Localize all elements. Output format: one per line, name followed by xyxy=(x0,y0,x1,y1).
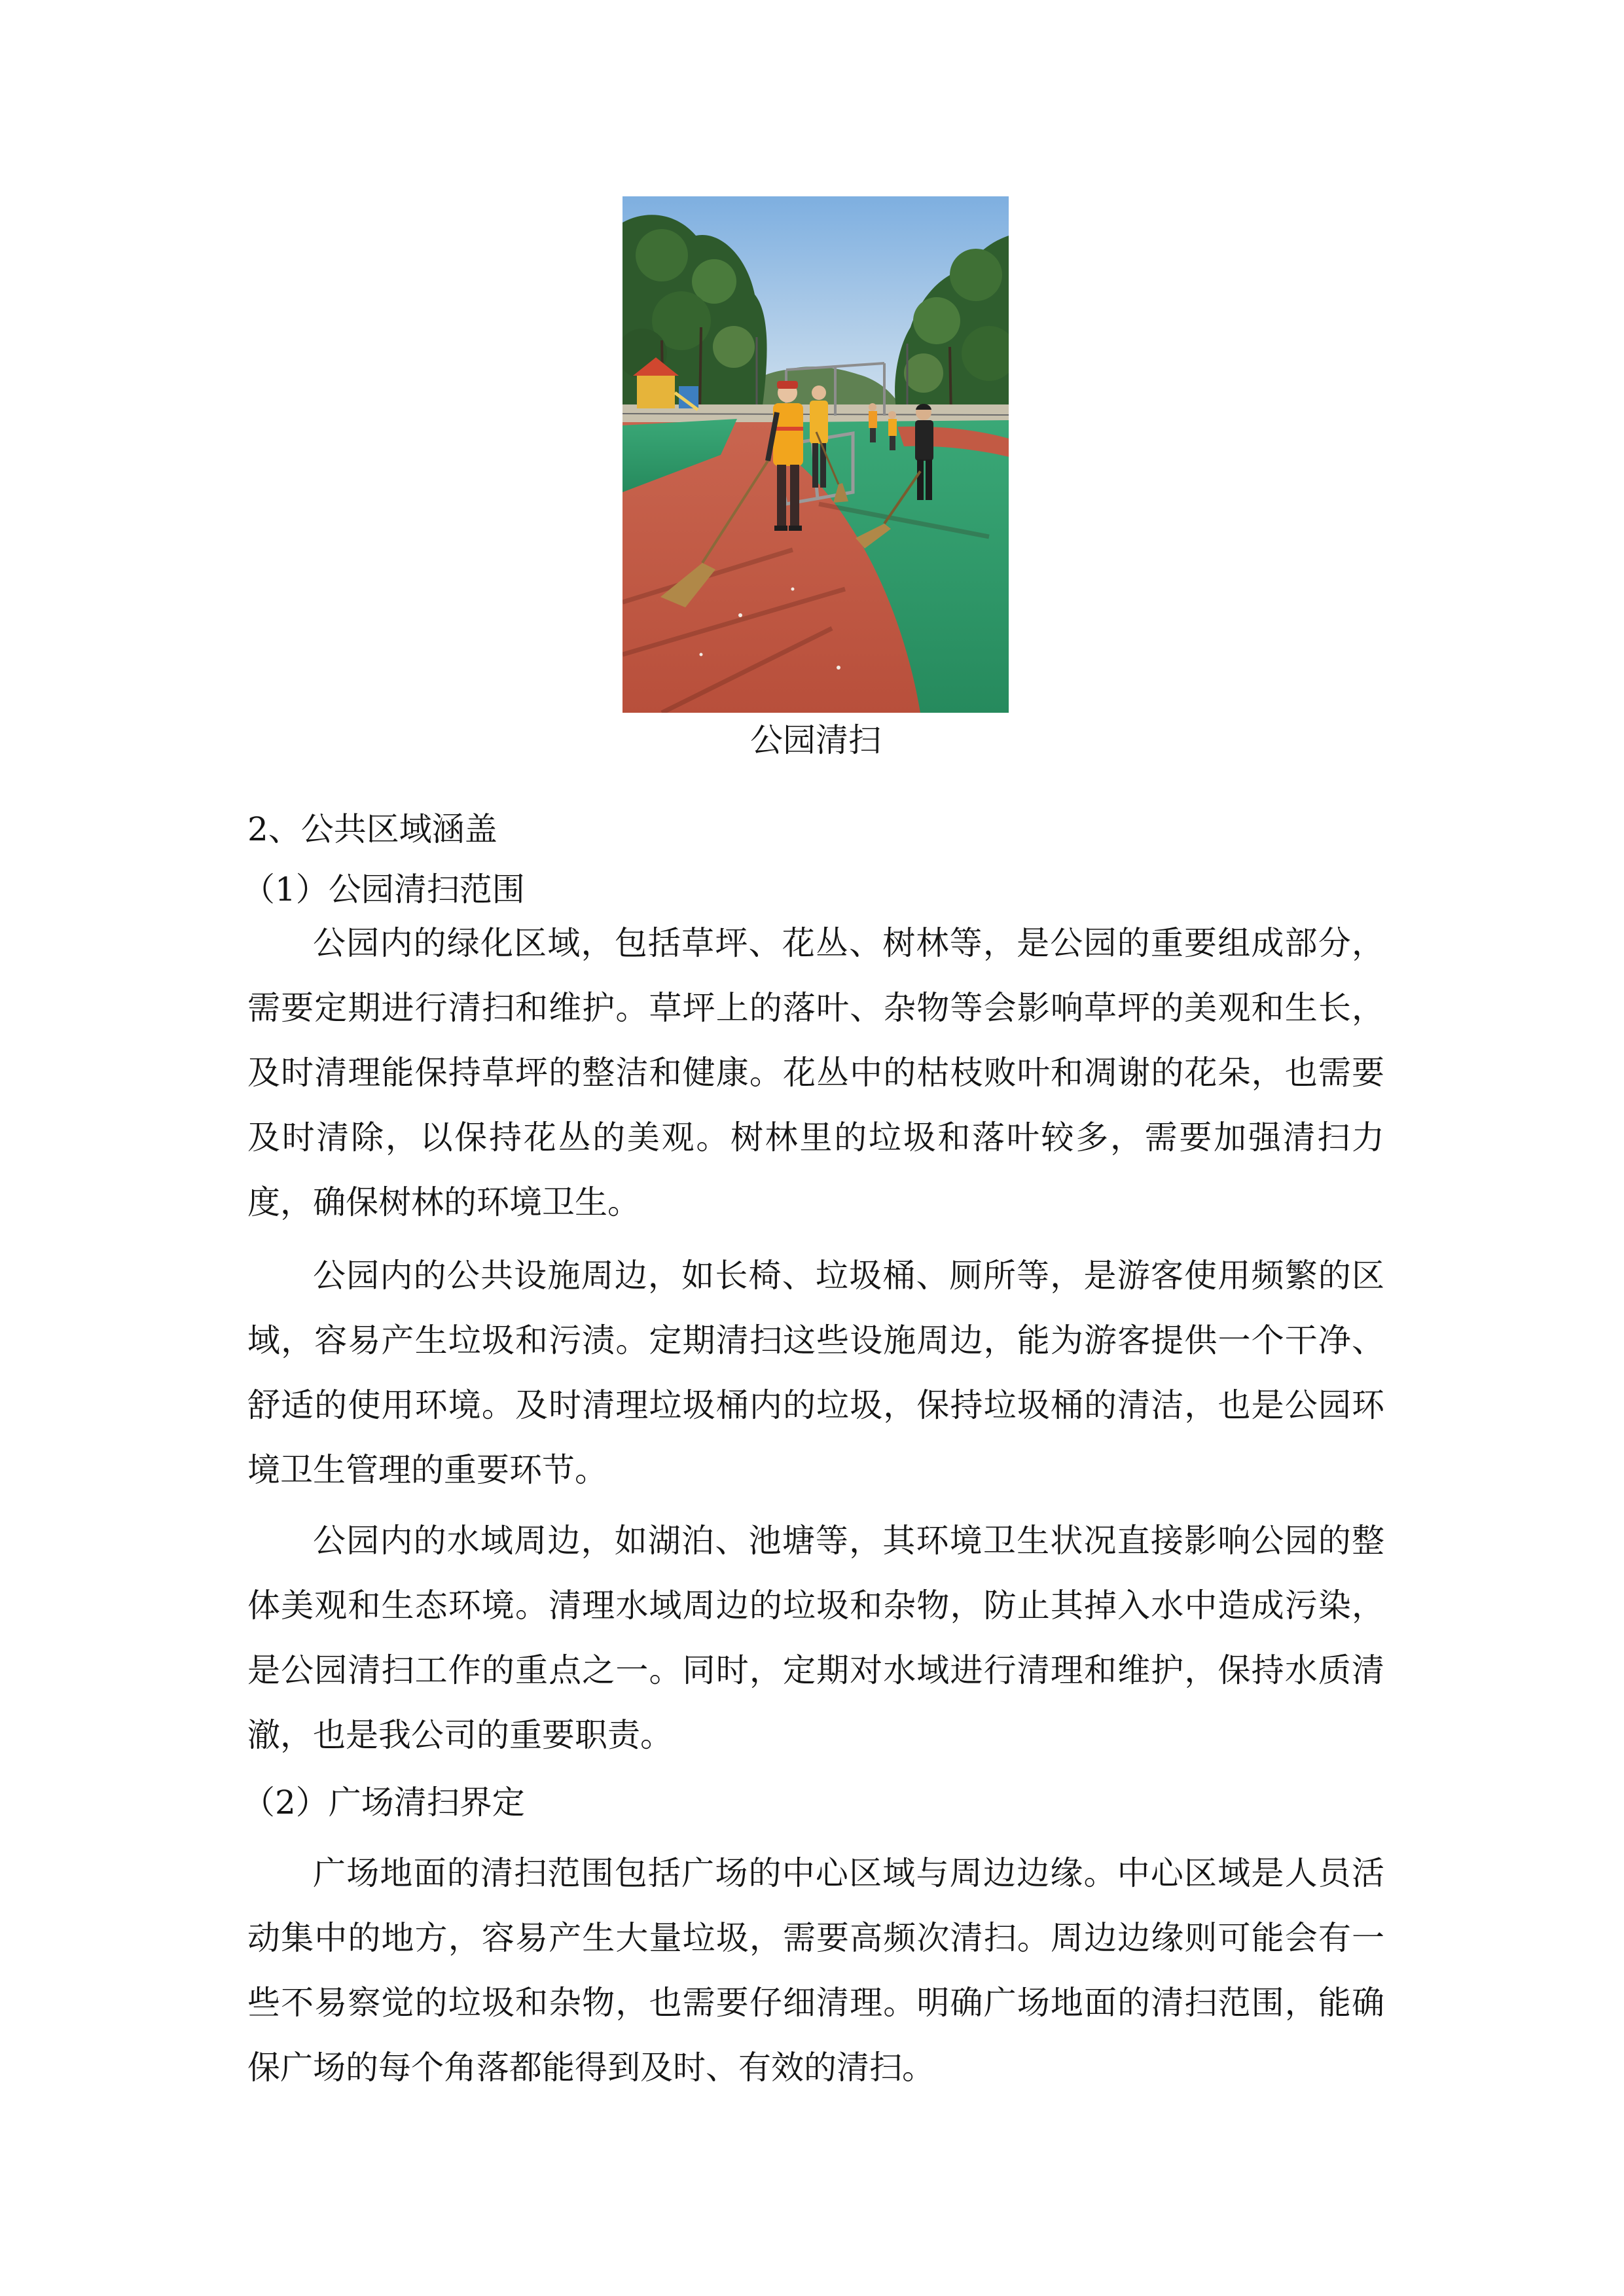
paragraph-line: 需要定期进行清扫和维护。草坪上的落叶、杂物等会影响草坪的美观和生长， xyxy=(247,989,1384,1027)
paragraph-line: 体美观和生态环境。清理水域周边的垃圾和杂物，防止其掉入水中造成污染， xyxy=(247,1587,1384,1624)
paragraph-line: 保广场的每个角落都能得到及时、有效的清扫。 xyxy=(247,2049,935,2087)
subsection-heading: （2）广场清扫界定 xyxy=(242,1784,525,1821)
subsection-heading: （1）公园清扫范围 xyxy=(242,870,525,908)
paragraph-line: 广场地面的清扫范围包括广场的中心区域与周边边缘。中心区域是人员活 xyxy=(313,1854,1384,1892)
paragraph-line: 及时清理能保持草坪的整洁和健康。花丛中的枯枝败叶和凋谢的花朵，也需要 xyxy=(247,1054,1384,1092)
paragraph-line: 公园内的公共设施周边，如长椅、垃圾桶、厕所等，是游客使用频繁的区 xyxy=(313,1257,1384,1295)
paragraph xyxy=(247,911,1384,1235)
paragraph-line: 澈，也是我公司的重要职责。 xyxy=(247,1716,673,1754)
paragraph xyxy=(247,1509,1384,1768)
paragraph-line: 及时清除，以保持花丛的美观。树林里的垃圾和落叶较多，需要加强清扫力 xyxy=(247,1119,1384,1157)
paragraph-line: 公园内的水域周边，如湖泊、池塘等，其环境卫生状况直接影响公园的整 xyxy=(313,1522,1384,1560)
paragraph-line: 些不易察觉的垃圾和杂物，也需要仔细清理。明确广场地面的清扫范围，能确 xyxy=(247,1984,1384,2022)
paragraph xyxy=(247,1841,1384,2100)
park-cleaning-illustration xyxy=(623,196,1009,713)
paragraph-line: 公园内的绿化区域，包括草坪、花丛、树林等，是公园的重要组成部分， xyxy=(313,924,1384,962)
paragraph-line: 度，确保树林的环境卫生。 xyxy=(247,1183,640,1221)
paragraph-line: 境卫生管理的重要环节。 xyxy=(247,1451,607,1489)
park-cleaning-photo xyxy=(623,196,1009,713)
photo-caption: 公园清扫 xyxy=(750,721,881,759)
paragraph xyxy=(247,1244,1384,1503)
paragraph-line: 舒适的使用环境。及时清理垃圾桶内的垃圾，保持垃圾桶的清洁，也是公园环 xyxy=(247,1386,1384,1424)
paragraph-line: 是公园清扫工作的重点之一。同时，定期对水域进行清理和维护，保持水质清 xyxy=(247,1651,1384,1689)
paragraph-line: 动集中的地方，容易产生大量垃圾，需要高频次清扫。周边边缘则可能会有一 xyxy=(247,1919,1384,1957)
paragraph-line: 域，容易产生垃圾和污渍。定期清扫这些设施周边，能为游客提供一个干净、 xyxy=(247,1321,1384,1359)
section-heading: 2、公共区域涵盖 xyxy=(247,810,497,848)
